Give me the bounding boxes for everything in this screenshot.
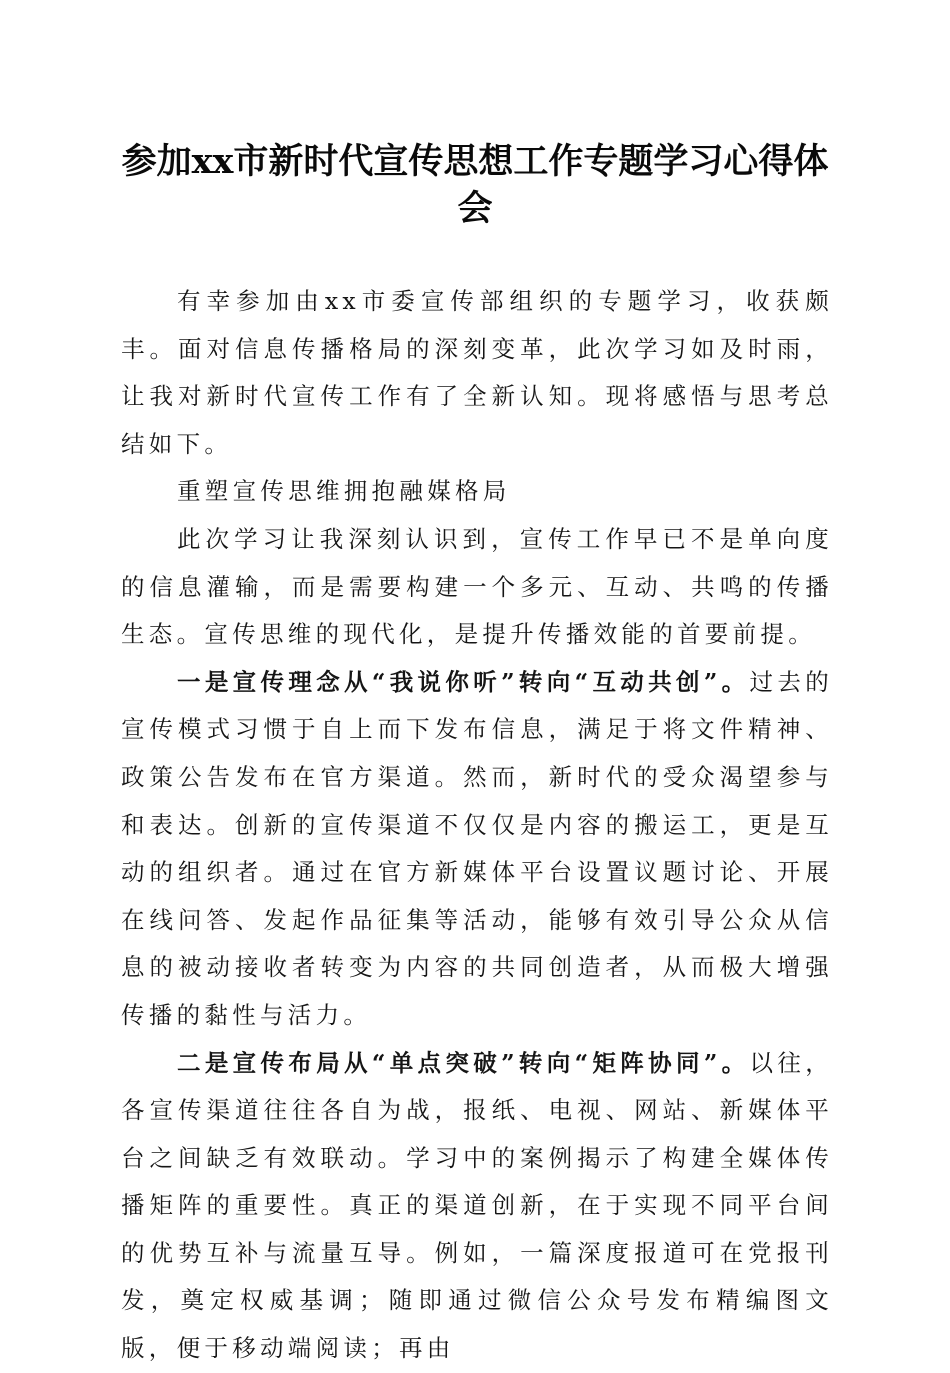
point-one-paragraph bbox=[121, 659, 833, 1040]
paragraph-text: 有幸参加由xx市委宣传部组织的专题学习，收获颇丰。面对信息传播格局的深刻变革，此次学习如及时雨，让我对新时代宣传工作有了全新认知。现将感悟与思考总结如下。 bbox=[121, 287, 833, 458]
section-heading bbox=[121, 468, 833, 516]
paragraph-text: 此次学习让我深刻认识到，宣传工作早已不是单向度的信息灌输，而是需要构建一个多元、互动、共鸣的传播生态。宣传思维的现代化，是提升传播效能的首要前提。 bbox=[121, 524, 833, 649]
point-two-lead: 二是宣传布局从“单点突破”转向“矩阵协同”。 bbox=[177, 1048, 750, 1077]
paragraph-text: 以往，各宣传渠道往往各自为战，报纸、电视、网站、新媒体平台之间缺乏有效联动。学习中的案例揭示了构建全媒体传播矩阵的重要性。真正的渠道创新，在于实现不同平台间的优势互补与流量互导。例如，一篇深度报道可在党报刊发，奠定权威基调；随即通过微信公众号发布精编图文版，便于移动端阅读；再由 bbox=[121, 1048, 833, 1363]
point-one-lead: 一是宣传理念从“我说你听”转向“互动共创”。 bbox=[177, 667, 750, 696]
body-paragraph bbox=[121, 516, 833, 659]
document-body bbox=[121, 278, 833, 1373]
intro-paragraph bbox=[121, 278, 833, 468]
paragraph-text: 过去的宣传模式习惯于自上而下发布信息，满足于将文件精神、政策公告发布在官方渠道。然而，新时代的受众渴望参与和表达。创新的宣传渠道不仅仅是内容的搬运工，更是互动的组织者。通过在官方新媒体平台设置议题讨论、开展在线问答、发起作品征集等活动，能够有效引导公众从信息的被动接收者转变为内容的共同创造者，从而极大增强传播的黏性与活力。 bbox=[121, 667, 833, 1029]
paragraph-text: 重塑宣传思维拥抱融媒格局 bbox=[177, 477, 511, 506]
point-two-paragraph bbox=[121, 1040, 833, 1373]
document-title: 参加xx市新时代宣传思想工作专题学习心得体会 bbox=[121, 141, 829, 229]
